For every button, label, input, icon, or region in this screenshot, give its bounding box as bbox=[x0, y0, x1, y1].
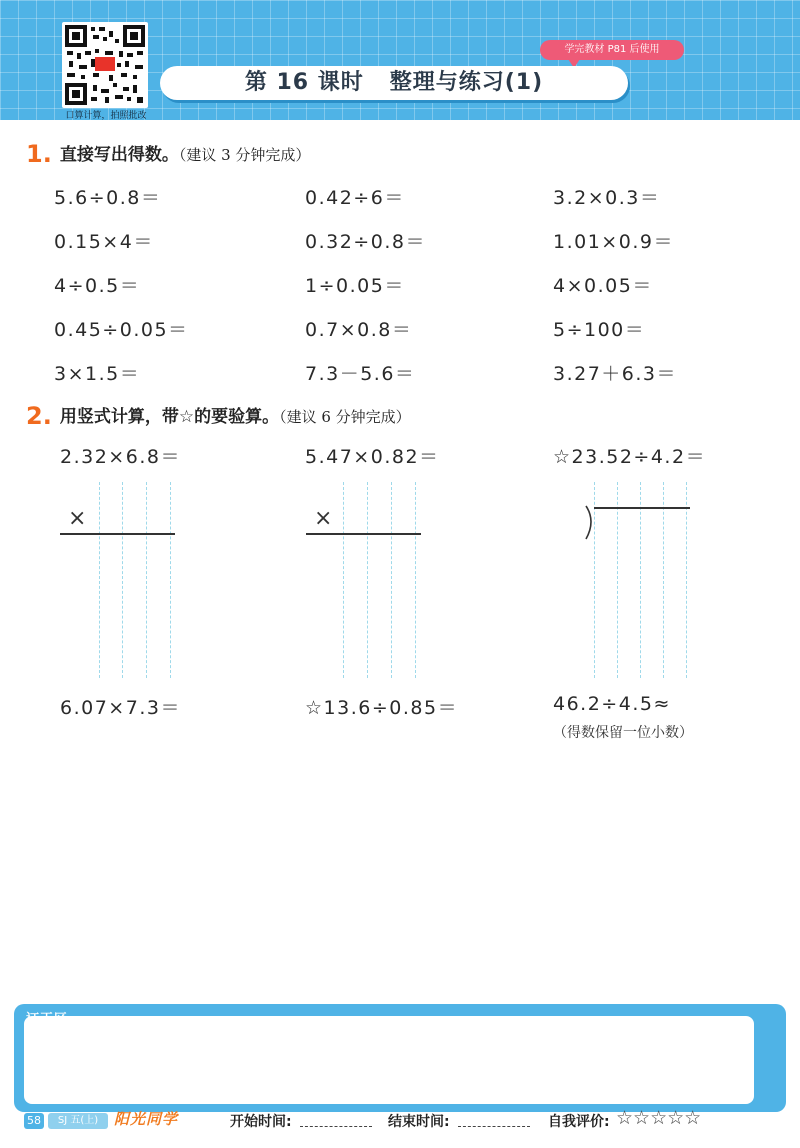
column-guide-line bbox=[99, 482, 101, 678]
question-1-time-note: （建议 3 分钟完成） bbox=[178, 146, 311, 164]
page-title bbox=[160, 66, 628, 100]
correction-area[interactable] bbox=[24, 1016, 754, 1104]
end-time-label: 结束时间: bbox=[388, 1114, 450, 1130]
column-guide-line bbox=[170, 482, 172, 678]
q1-expression: 4÷0.5＝ bbox=[54, 275, 141, 297]
question-2-heading bbox=[26, 402, 411, 430]
q1-expression: 3.27＋6.3＝ bbox=[553, 363, 678, 385]
times-sign: × bbox=[314, 506, 333, 531]
q1-expression: 3.2×0.3＝ bbox=[553, 187, 661, 209]
q2-expression: ☆23.52÷4.2＝ bbox=[553, 446, 707, 468]
column-guide-line bbox=[367, 482, 369, 678]
division-bar bbox=[594, 507, 690, 509]
end-time-field[interactable] bbox=[458, 1126, 530, 1128]
q1-expression: 4×0.05＝ bbox=[553, 275, 653, 297]
q1-expression: 5÷100＝ bbox=[553, 319, 646, 341]
start-time-label: 开始时间: bbox=[230, 1114, 292, 1130]
question-2-number: 2. bbox=[26, 402, 52, 430]
start-time-field[interactable] bbox=[300, 1126, 372, 1128]
qr-code-icon bbox=[65, 25, 145, 105]
column-guide-line bbox=[343, 482, 345, 678]
column-guide-line bbox=[617, 482, 619, 678]
question-2-time-note: （建议 6 分钟完成） bbox=[279, 408, 411, 426]
q1-expression: 0.7×0.8＝ bbox=[305, 319, 413, 341]
q2-expression: ☆13.6÷0.85＝ bbox=[305, 697, 459, 719]
answer-work-space[interactable] bbox=[40, 750, 760, 990]
q1-expression: 0.42÷6＝ bbox=[305, 187, 405, 209]
qr-caption: 口算计算，拍照批改 bbox=[65, 111, 147, 121]
question-1-instruction: 直接写出得数。 bbox=[59, 145, 179, 165]
q1-expression: 0.15×4＝ bbox=[54, 231, 154, 253]
page-number: 58 bbox=[24, 1113, 44, 1129]
q1-expression: 0.32÷0.8＝ bbox=[305, 231, 426, 253]
q1-expression: 0.45÷0.05＝ bbox=[54, 319, 189, 341]
answer-rule bbox=[306, 533, 421, 535]
question-1-heading bbox=[26, 140, 310, 168]
rounding-note: （得数保留一位小数） bbox=[553, 725, 693, 741]
q2-expression: 6.07×7.3＝ bbox=[60, 697, 181, 719]
self-evaluation-stars[interactable]: ☆☆☆☆☆ bbox=[616, 1107, 702, 1129]
self-evaluation-label: 自我评价: bbox=[548, 1114, 610, 1130]
column-guide-line bbox=[640, 482, 642, 678]
q2-expression: 2.32×6.8＝ bbox=[60, 446, 181, 468]
q1-expression: 7.3－5.6＝ bbox=[305, 363, 416, 385]
grade-tag: SJ 五(上) bbox=[48, 1113, 108, 1129]
times-sign: × bbox=[68, 506, 87, 531]
lesson-topic: 整理与练习(1) bbox=[389, 70, 544, 95]
q2-expression: 46.2÷4.5≈ bbox=[553, 693, 671, 715]
column-guide-line bbox=[415, 482, 417, 678]
correction-area-label: 订正区 bbox=[26, 1012, 69, 1027]
column-guide-line bbox=[686, 482, 688, 678]
q1-expression: 1.01×0.9＝ bbox=[553, 231, 674, 253]
question-2-instruction: 用竖式计算，带☆的要验算。 bbox=[59, 407, 280, 427]
column-guide-line bbox=[391, 482, 393, 678]
column-guide-line bbox=[122, 482, 124, 678]
usage-hint-badge: 学完教材 P81 后使用 bbox=[540, 40, 684, 60]
brand-logo: 阳光同学 bbox=[114, 1110, 179, 1128]
q1-expression: 5.6÷0.8＝ bbox=[54, 187, 162, 209]
question-1-number: 1. bbox=[26, 140, 52, 168]
q1-expression: 1÷0.05＝ bbox=[305, 275, 405, 297]
column-guide-line bbox=[146, 482, 148, 678]
qr-code[interactable] bbox=[62, 22, 148, 108]
q2-expression: 5.47×0.82＝ bbox=[305, 446, 440, 468]
q1-expression: 3×1.5＝ bbox=[54, 363, 141, 385]
lesson-number: 第 16 课时 bbox=[244, 70, 364, 95]
division-bracket-icon bbox=[582, 505, 598, 541]
column-guide-line bbox=[663, 482, 665, 678]
answer-rule bbox=[60, 533, 175, 535]
